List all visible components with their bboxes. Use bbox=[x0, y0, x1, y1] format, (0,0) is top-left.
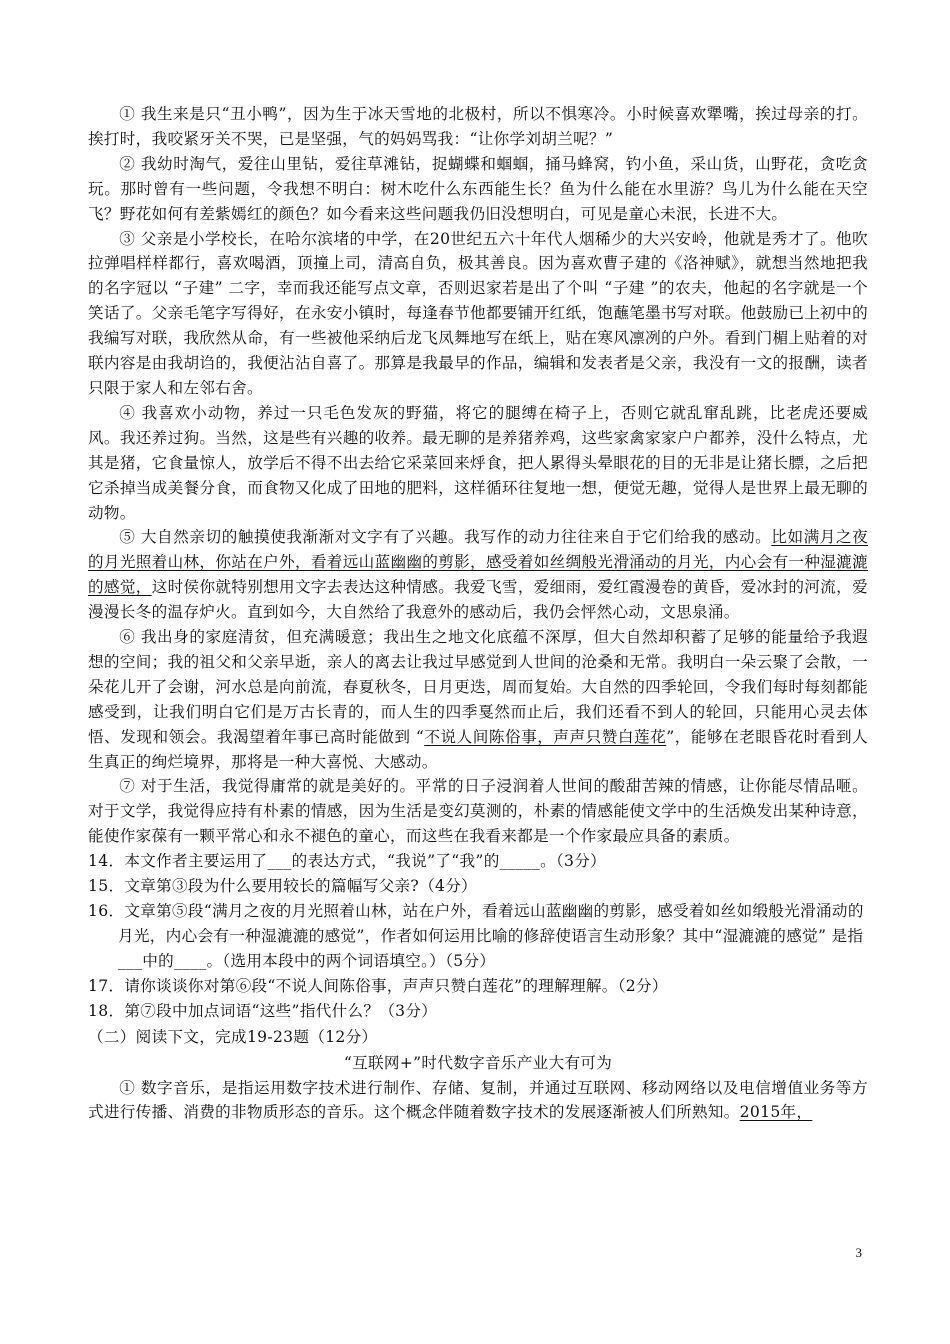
question-16: 16．文章第⑤段“满月之夜的月光照着山林，站在户外，看着远山蓝幽幽的剪影，感受着如丝如缎般光滑涌动的月光，内心会有一种湿漉漉的感觉”，作者如何运用比喻的修辞使语言生动形象？其中“湿漉漉的感觉” 是指___中的____。（选用本段中的两个词语填空。）（5分） bbox=[88, 902, 864, 970]
section-heading: （二）阅读下文，完成19-23题（12分） bbox=[88, 1027, 378, 1046]
paragraph-7: ⑦ 对于生活，我觉得庸常的就是美好的。平常的日子浸润着人世间的酸甜苦辣的情感，让你能尽情品咂。对于文学，我觉得应持有朴素的情感，因为生活是变幻莫测的，朴素的情感能使文学中的生活焕发出某种诗意，能使作家葆有一颗平常心和永不褪色的童心，而这些在我看来都是一个作家最应具备的素质。 bbox=[88, 777, 868, 846]
question-18: 18．第⑦段中加点词语“这些”指代什么？（3分） bbox=[88, 1001, 438, 1020]
paragraph-5-text-b: 这时侯你就特别想用文字去表达这种情感。我爱飞雪，爱细雨，爱红霞漫卷的黄昏，爱冰封的河流，爱漫漫长冬的温存炉火。直到如今，大自然给了我意外的感动后，我仍会怦然心动，文思泉涌。 bbox=[88, 578, 868, 622]
paragraph-5-text-a: ⑤ 大自然亲切的触摸使我渐渐对文字有了兴趣。我写作的动力往往来自于它们给我的感动。 bbox=[119, 528, 772, 547]
paragraph-6-text-a: ⑥ 我出身的家庭清贫，但充满暖意；我出生之地文化底蕴不深厚，但大自然却积蓄了足够的能量给予我遐想的空间；我的祖父和父亲早逝，亲人的离去让我过早感觉到人世间的沧桑和无常。我明白一朵云聚了会散，一朵花儿开了会谢，河水总是向前流，春夏秋冬，日月更迭，周而复始。大自然的四季轮回，令我们每时每刻都能感受到，让我们明白它们是万古长青的，而人生的四季戛然而止后，我们还看不到人的轮回，只能用心灵去体悟、发现和领会。我渴望着年事已高时能做到 “ bbox=[88, 628, 868, 746]
article-title: “互联网+”时代数字音乐产业大有可为 bbox=[343, 1053, 613, 1072]
question-15: 15．文章第③段为什么要用较长的篇幅写父亲?（4分） bbox=[88, 877, 477, 896]
question-14: 14．本文作者主要运用了___的表达方式，“我说”了“我”的_____。（3分） bbox=[88, 852, 607, 871]
page-number: 3 bbox=[855, 1245, 862, 1260]
paragraph-6-underlined: 不说人间陈俗事，声声只赞白莲花 bbox=[424, 727, 667, 746]
paragraph-4: ④ 我喜欢小动物，养过一只毛色发灰的野猫，将它的腿缚在椅子上，否则它就乱窜乱跳，比老虎还要威风。我还养过狗。当然，这是些有兴趣的收养。最无聊的是养猪养鸡，这些家禽家家户户都养，没什么特点，尤其是猪，它食量惊人，放学后不得不出去给它采菜回来烀食，把人累得头晕眼花的目的无非是让猪长膘，之后把它杀掉当成美餐分食，而食物又化成了田地的肥料，这样循环往复地一想，便觉无趣，觉得人是世界上最无聊的动物。 bbox=[88, 403, 868, 522]
paragraph-2: ② 我幼时淘气，爱往山里钻，爱往草滩钻，捉蝴蝶和蝈蝈，捅马蜂窝，钓小鱼，采山货，山野花，贪吃贪玩。那时曾有一些问题，令我想不明白：树木吃什么东西能生长？鱼为什么能在水里游？鸟儿为什么能在天空飞？野花如何有差紫嫣红的颜色？如今看来这些问题我仍旧没想明白，可见是童心未泯，长进不大。 bbox=[88, 154, 868, 223]
paragraph-5-underlined: 比如满月之夜的月光照着山林，你站在户外，看着远山蓝幽幽的剪影，感受着如丝绸般光滑涌动的月光，内心会有一种湿漉漉的感觉， bbox=[88, 528, 868, 597]
paragraph-5 bbox=[88, 525, 868, 625]
paragraph-1: ① 我生来是只“丑小鸭”，因为生于冰天雪地的北极村，所以不惧寒冷。小时候喜欢犟嘴，挨过母亲的打。挨打时，我咬紧牙关不哭，已是坚强，气的妈妈骂我：“让你学刘胡兰呢？” bbox=[88, 105, 868, 148]
paragraph-6 bbox=[88, 625, 868, 774]
question-17: 17．请你谈谈你对第⑥段“不说人间陈俗事，声声只赞白莲花”的理解理解。（2分） bbox=[88, 976, 668, 995]
section2-paragraph-1-text: ① 数字音乐，是指运用数字技术进行制作、存储、复制，并通过互联网、移动网络以及电信增值业务等方式进行传播、消费的非物质形态的音乐。这个概念伴随着数字技术的发展逐渐被人们所熟知。 bbox=[88, 1078, 868, 1122]
paragraph-3: ③ 父亲是小学校长，在哈尔滨堵的中学，在20世纪五六十年代人烟稀少的大兴安岭，他就是秀才了。他吹拉弹唱样样都行，喜欢喝酒，顶撞上司，清高自负，极其善良。因为喜欢曹子建的《洛神赋》，就想当然地把我的名字冠以 “子建” 二字，幸而我还能写点文章，否则迟家若是出了个叫 “子建 ”的农夫，他起的名字就是一个笑话了。父亲毛笔字写得好，在永安小镇时，每逢春节他都要铺开红纸，饱蘸笔墨书写对联。他鼓励已上初中的我编写对联，我欣然从命，有一些被他采纳后龙飞凤舞地写在纸上，贴在寒风凛冽的户外。看到门楣上贴着的对联内容是由我胡诌的，我便沾沾自喜了。那算是我最早的作品，编辑和发表者是父亲，我没有一文的报酬，读者只限于家人和左邻右舍。 bbox=[88, 229, 868, 397]
section2-paragraph-1-underlined: 2015年， bbox=[739, 1103, 813, 1122]
document-page bbox=[88, 102, 868, 1125]
paragraph-6-text-b: ”，能够在老眼昏花时看到人生真正的绚烂境界，那将是一种大喜悦、大感动。 bbox=[88, 727, 868, 771]
section2-paragraph-1 bbox=[88, 1076, 868, 1126]
